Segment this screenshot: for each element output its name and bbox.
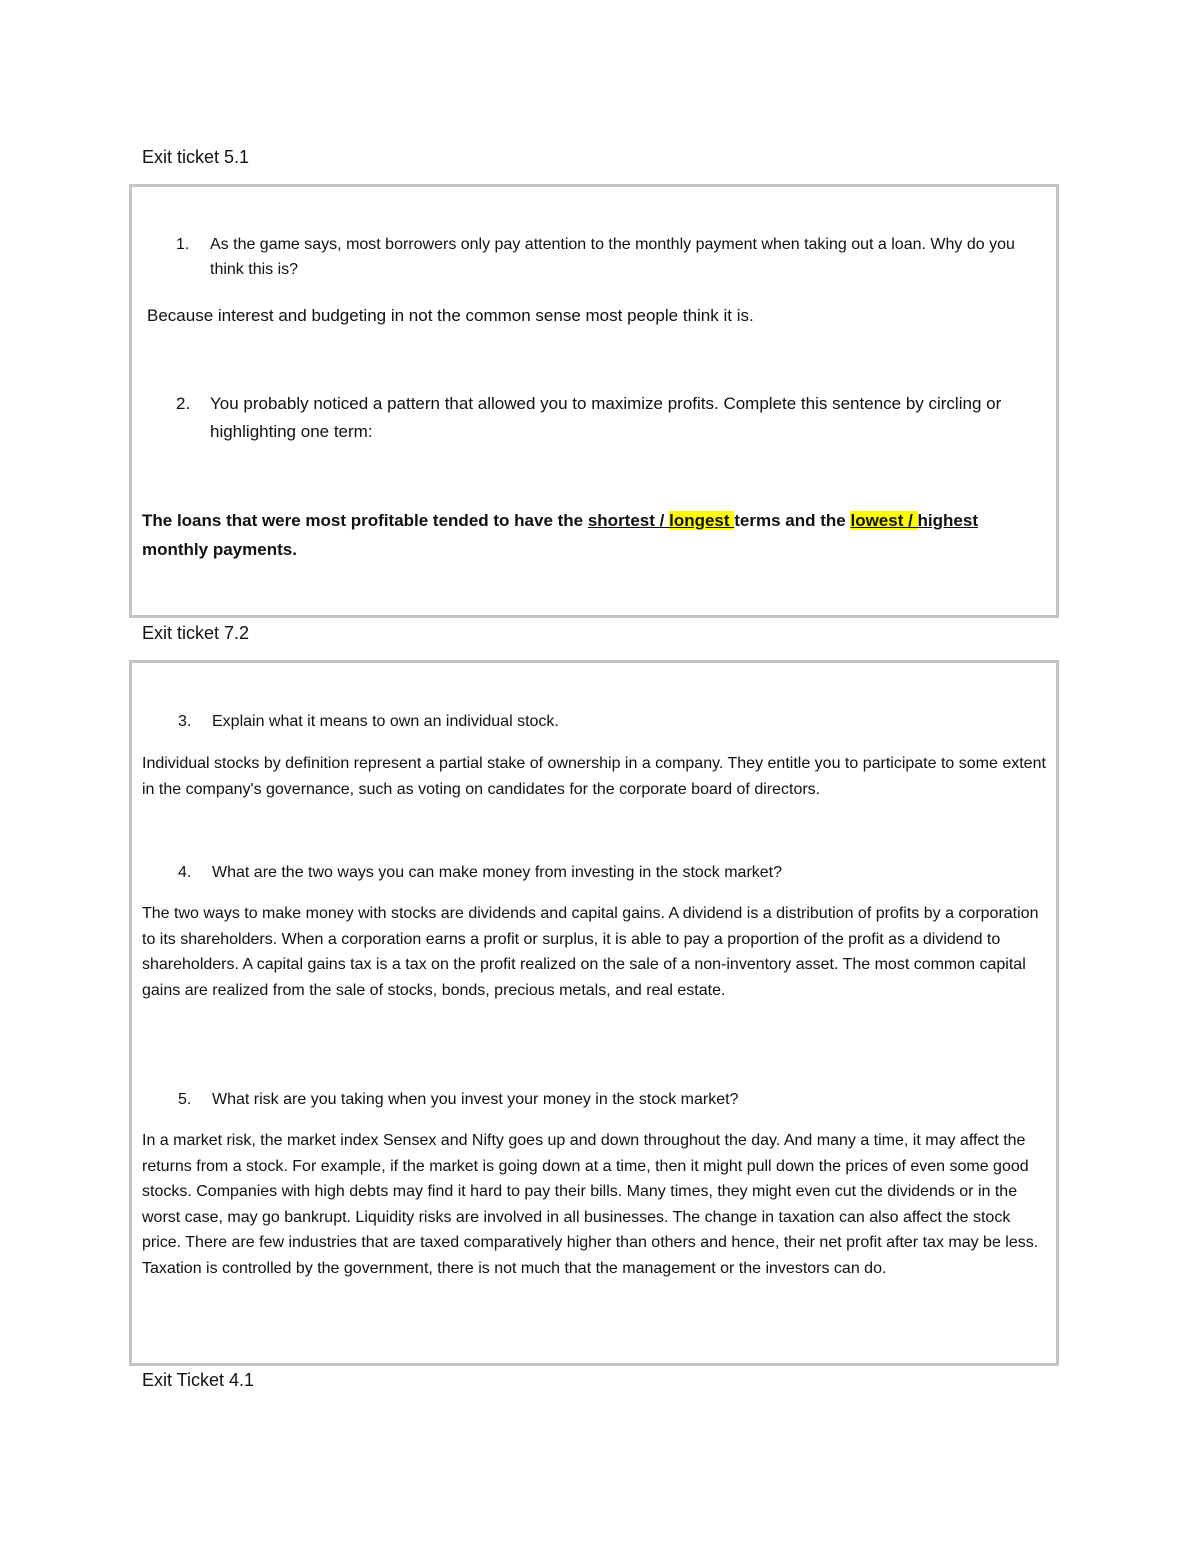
answer-5: In a market risk, the market index Sensex and Nifty goes up and down throughout the day. And many a time, it may affect the returns from a stock. For example, if the market is going down at a time, then it might pull down the prices of even some good stocks. Companies with high debts may find it hard to pay their bills. Many times, they might even cut the dividends or in the worst case, may go bankrupt. Liquidity risks are involved in all businesses. The change in taxation can also affect the stock price. There are few industries that are taxed comparatively higher than others and hence, their net profit after tax may be less. Taxation is controlled by the government, there is not much that the management or the investors can do.: [142, 1132, 1039, 1277]
section-heading-5-1: Exit ticket 5.1: [142, 147, 250, 167]
option-longest-highlighted: longest: [669, 511, 735, 530]
option-lowest-highlighted: lowest /: [850, 511, 918, 530]
question-2: [176, 390, 1050, 446]
answer-2-part-1: The loans that were most profitable tended to have the: [142, 511, 588, 530]
exit-ticket-5-1-box: [129, 184, 1059, 618]
question-5: [178, 1087, 1042, 1112]
question-text: What risk are you taking when you invest your money in the stock market?: [212, 1091, 739, 1108]
answer-1: Because interest and budgeting in not the common sense most people think it is.: [147, 306, 754, 325]
option-highest: highest: [917, 511, 978, 530]
section-heading-4-1: Exit Ticket 4.1: [142, 1370, 255, 1390]
question-text: You probably noticed a pattern that allowed you to maximize profits. Complete this sentence by circling or highlighting one term:: [210, 394, 1002, 441]
option-shortest: shortest /: [587, 511, 670, 530]
question-text: Explain what it means to own an individual stock.: [212, 713, 559, 730]
question-number: 3.: [178, 713, 192, 730]
answer-2-part-3: monthly payments.: [142, 540, 297, 559]
answer-2: [142, 506, 1032, 564]
answer-3: Individual stocks by definition represent a partial stake of ownership in a company. They entitle you to participate to some extent in the company's governance, such as voting on candidates for the corporate board of directors.: [142, 755, 1046, 798]
question-number: 1.: [176, 236, 190, 253]
answer-2-part-2: terms and the: [734, 511, 851, 530]
exit-ticket-7-2-box: [129, 660, 1059, 1366]
question-text: As the game says, most borrowers only pay attention to the monthly payment when taking out a loan. Why do you think this is?: [210, 236, 1015, 278]
section-heading-7-2: Exit ticket 7.2: [142, 623, 250, 643]
answer-4: The two ways to make money with stocks are dividends and capital gains. A dividend is a distribution of profits by a corporation to its shareholders. When a corporation earns a profit or surplus, it is able to pay a proportion of the profit as a dividend to shareholders. A capital gains tax is a tax on the profit realized on the sale of a non-inventory asset. The most common capital gains are realized from the sale of stocks, bonds, precious metals, and real estate.: [142, 905, 1039, 999]
question-4: [178, 860, 1042, 885]
question-number: 4.: [178, 864, 192, 881]
question-1: [176, 232, 1050, 282]
question-number: 5.: [178, 1091, 192, 1108]
question-number: 2.: [176, 394, 191, 413]
question-text: What are the two ways you can make money from investing in the stock market?: [212, 864, 783, 881]
question-3: [178, 709, 1042, 734]
